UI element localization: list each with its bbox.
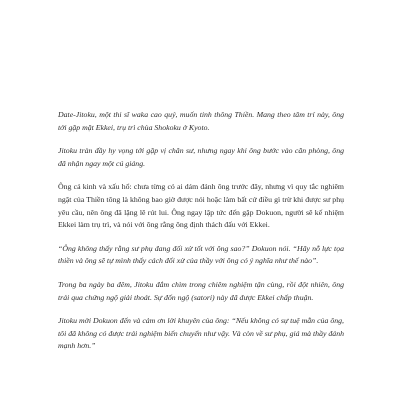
header-fragment: [72, 0, 152, 4]
paragraph-6: Jitoku mời Dokuon đến và cảm ơn lời khuyên của ông: “Nếu không có sự tuệ mẫn của ông, tôi đã không có được trải nghiệm biến chuyển như vậy. Và còn về sư phụ, giá mà thầy đánh mạnh hơn.”: [58, 316, 344, 351]
paragraph-3: Ông cả kinh và xấu hổ: chưa từng có ai dám đánh ông trước đây, nhưng vì quy tắc nghiêm ngặt của Thiền tông là không bao giờ được nói hoặc làm bất cứ điều gì trừ khi được sư phụ yêu cầu, nên ông đã lặng lẽ rút lui. Ông ngay lập tức đến gặp Dokuon, người sẽ kế nhiệm Ekkei làm trụ trì, và nói với ông rằng ông định thách đấu với Ekkei.: [58, 182, 344, 230]
paragraph-1: Date-Jitoku, một thi sĩ waka cao quý, muốn tinh thông Thiền. Mang theo tâm trí này, ông tới gặp mặt Ekkei, trụ trì chùa Shokoku ở Kyoto.: [58, 110, 344, 132]
paragraph-5: Trong ba ngày ba đêm, Jitoku đắm chìm trong chiêm nghiệm tận cùng, rồi đột nhiên, ông trải qua chứng ngộ giải thoát. Sự đốn ngộ (satori) này đã được Ekkei chấp thuận.: [58, 279, 344, 302]
paragraph-4: “Ông không thấy rằng sư phụ đang đối xử tốt với ông sao?” Dokuon nói. “Hãy nỗ lực tọa thiền và ông sẽ tự mình thấy cách đối xử của thầy với ông có ý nghĩa như thế nào”.: [58, 243, 344, 266]
paragraph-2: Jitoku tràn đầy hy vọng tới gặp vị chân sư, nhưng ngay khi ông bước vào căn phòng, ông đã nhận ngay một cú giáng.: [58, 146, 344, 168]
body-text: [58, 109, 344, 353]
